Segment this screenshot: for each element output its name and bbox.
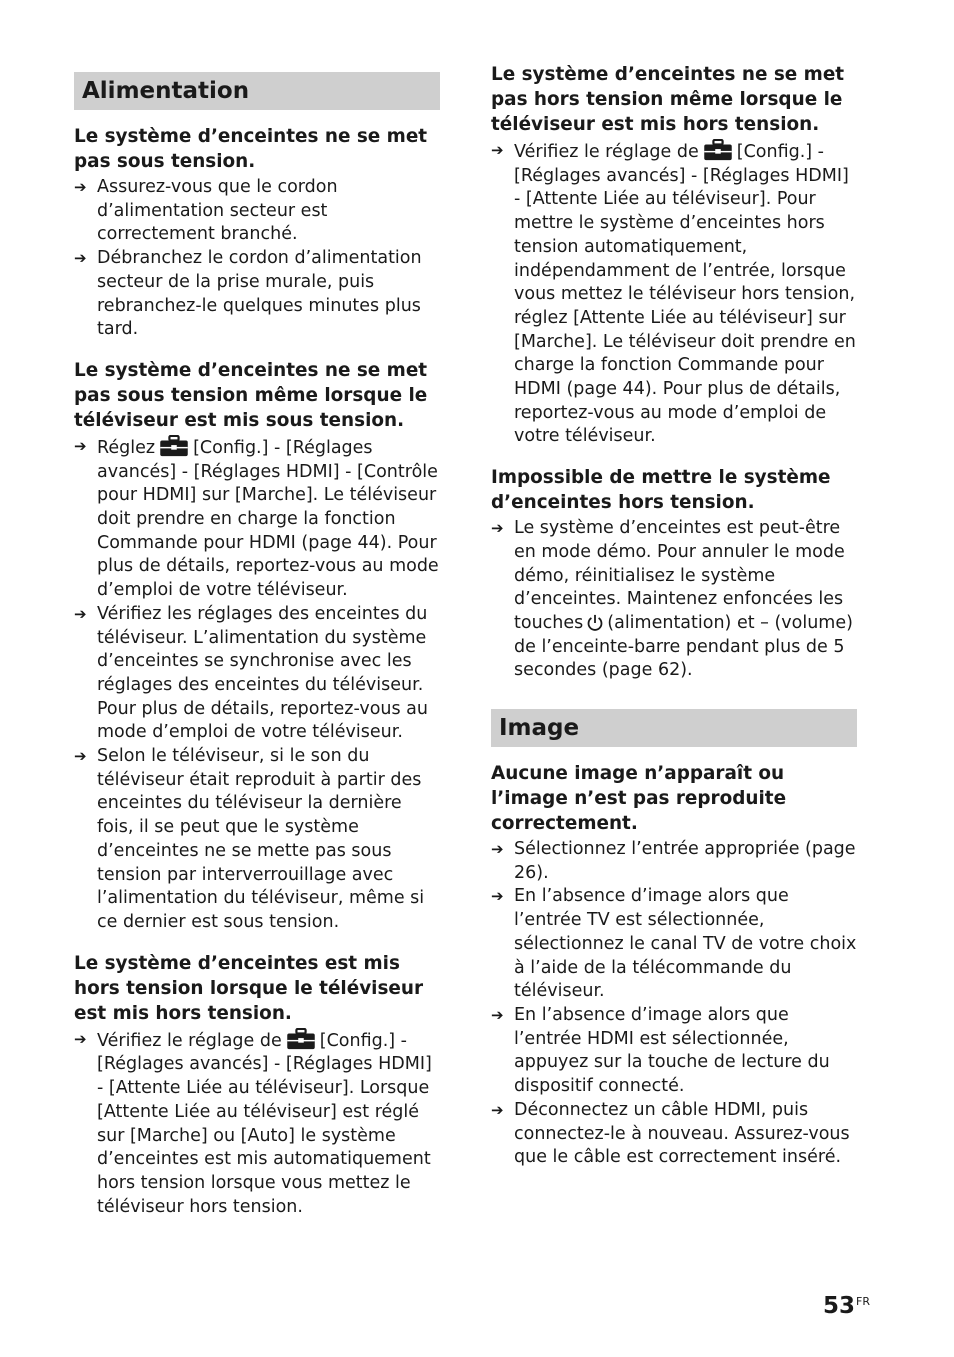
list-item: ➔ En l’absence d’image alors que l’entrée HDMI est sélectionnée, appuyez sur la touche de lecture du dispositif connecté.: [491, 1004, 830, 1097]
arrow-right-icon: ➔: [74, 436, 87, 455]
arrow-right-icon: ➔: [74, 178, 87, 196]
section-header-alimentation: [74, 72, 440, 110]
arrow-right-icon: ➔: [491, 887, 504, 906]
answer-list: [491, 517, 857, 683]
question-title: Aucune image n’apparaît ou l’image n’est pas reproduite correctement.: [491, 763, 787, 835]
arrow-right-icon: ➔: [491, 1005, 504, 1024]
arrow-right-icon: ➔: [491, 1100, 504, 1119]
answer-list: [74, 176, 440, 342]
arrow-right-icon: ➔: [74, 249, 87, 268]
left-column: [74, 72, 440, 1235]
list-item: ➔ Déconnectez un câble HDMI, puis connectez-le à nouveau. Assurez-vous que le câble est correctement inséré.: [491, 1099, 850, 1168]
arrow-right-icon: ➔: [74, 604, 87, 623]
toolbox-icon: [285, 1028, 317, 1050]
arrow-right-icon: ➔: [74, 747, 87, 766]
list-item: ➔ Selon le téléviseur, si le son du téléviseur était reproduit à partir des enceintes du téléviseur la dernière fois, il se peut que le système d’enceintes ne se mette pas sous tension par interverrouillage avec l’alimentation du téléviseur, même si ce dernier est sous tension.: [74, 746, 425, 932]
answer-list: [74, 435, 440, 935]
section-title: Alimentation: [82, 78, 250, 104]
section-header-image: [491, 709, 857, 747]
list-item: ➔ En l’absence d’image alors que l’entrée TV est sélectionnée, sélectionnez le canal TV de votre choix à l’aide de la télécommande du téléviseur.: [491, 886, 857, 1002]
toolbox-icon: [702, 139, 734, 161]
arrow-right-icon: ➔: [491, 141, 504, 159]
list-item: ➔ Assurez-vous que le cordon d’alimentation secteur est correctement branché.: [74, 177, 338, 245]
question-title: Le système d’enceintes ne se met pas sous tension.: [74, 126, 428, 172]
list-item: ➔ Sélectionnez l’entrée appropriée (page 26).: [491, 839, 856, 883]
page-number: $53^{FR}$: [823, 1293, 870, 1319]
list-item: ➔ Vérifiez les réglages des enceintes du téléviseur. L’alimentation du système d’enceintes se synchronise avec les réglages des enceintes du téléviseur. Pour plus de détails, reportez-vous au mode d’emploi de votre téléviseur.: [74, 603, 428, 743]
list-item: ➔ Réglez [Config.] - [Réglages avancés] - [Réglages HDMI] - [Contrôle pour HDMI] sur [Marche]. Le téléviseur doit prendre en charge la fonction Commande pour HDMI (page 44). Pour plus de détails, reportez-vous au mode d’emploi de votre téléviseur.: [74, 436, 439, 601]
list-item: ➔ Vérifiez le réglage de [Config.] - [Réglages avancés] - [Réglages HDMI] - [Attente Liée au téléviseur]. Pour mettre le système d’enceintes hors tension automatiquement, indépendamment de l’entrée, lorsque vous mettez le téléviseur hors tension, réglez [Attente Liée au téléviseur] sur [Marche]. Le téléviseur doit prendre en charge la fonction Commande pour HDMI (page 44). Pour plus de détails, reportez-vous au mode d’emploi de votre téléviseur.: [491, 141, 856, 447]
answer-list: [491, 838, 857, 1170]
list-item: ➔ Le système d’enceintes est peut-être en mode démo. Pour annuler le mode démo, réinitialisez le système d’enceintes. Maintenez enfoncées les touches (alimentation) et – (volume) de l’enceinte-barre pendant plus de 5 secondes (page 62).: [491, 518, 853, 681]
question-title: Le système d’enceintes est mis hors tension lorsque le téléviseur est mis hors tension.: [74, 952, 424, 1024]
question-title: Le système d’enceintes ne se met pas sous tension même lorsque le téléviseur est mis sous tension.: [74, 359, 428, 431]
list-item: ➔ Débranchez le cordon d’alimentation secteur de la prise murale, puis rebranchez-le quelques minutes plus tard.: [74, 248, 422, 340]
answer-list: [74, 1028, 440, 1220]
toolbox-icon: [158, 435, 190, 457]
arrow-right-icon: ➔: [74, 1029, 87, 1048]
arrow-right-icon: ➔: [491, 840, 504, 859]
right-column: [491, 62, 857, 1186]
language-code: FR: [856, 1295, 870, 1308]
list-item: ➔ Vérifiez le réglage de [Config.] - [Réglages avancés] - [Réglages HDMI] - [Attente Liée au téléviseur]. Lorsque [Attente Liée au téléviseur] est réglé sur [Marche] ou [Auto] le système d’enceintes est mis automatiquement hors tension lorsque vous mettez le téléviseur hors tension.: [74, 1029, 432, 1217]
arrow-right-icon: ➔: [491, 519, 504, 538]
answer-list: [491, 139, 857, 449]
section-title: Image: [499, 715, 580, 742]
question-title: Le système d’enceintes ne se met pas hors tension même lorsque le téléviseur est mis hors tension.: [491, 64, 845, 135]
question-title: Impossible de mettre le système d’enceintes hors tension.: [491, 467, 831, 514]
power-icon: [586, 614, 604, 632]
